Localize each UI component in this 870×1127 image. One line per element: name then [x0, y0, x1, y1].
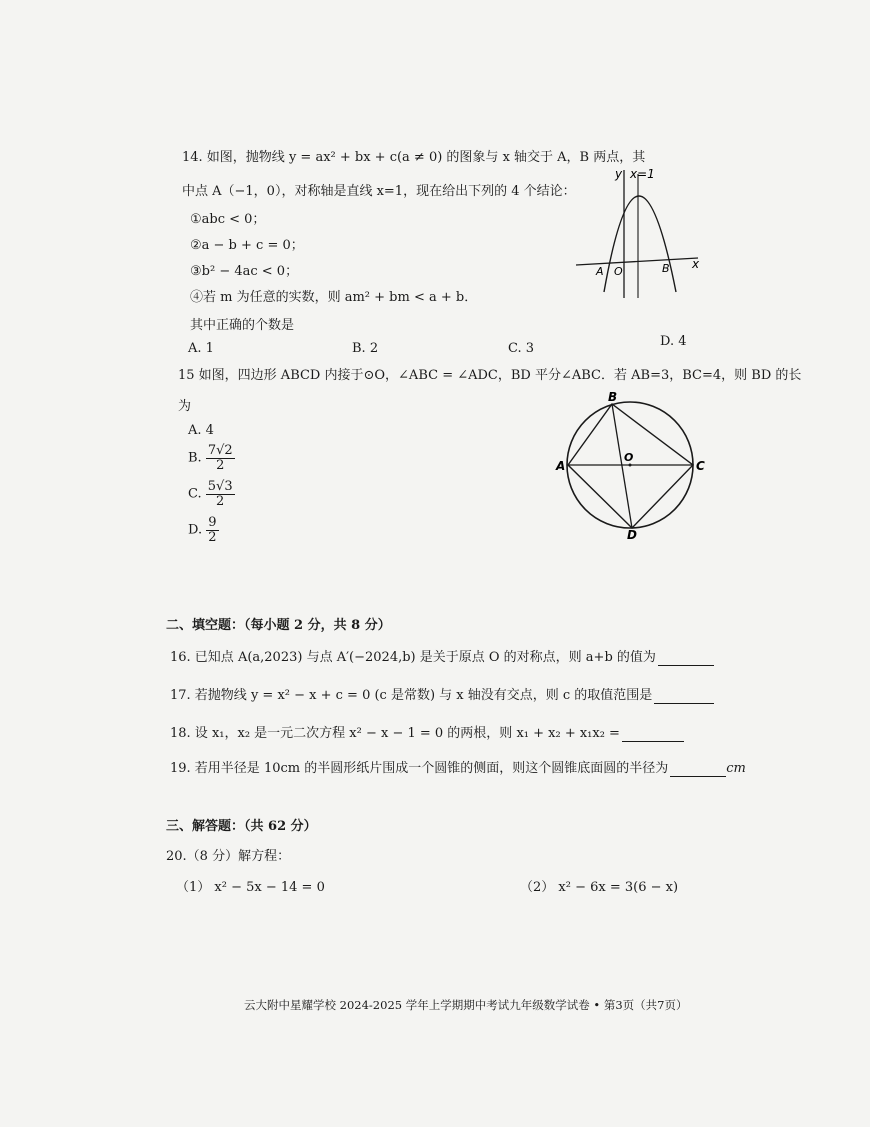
- figure-label-c: C: [696, 459, 705, 473]
- q16-blank: [658, 650, 714, 666]
- q16: [170, 646, 714, 666]
- page-footer: 云大附中星耀学校 2024-2025 学年上学期期中考试九年级数学试卷 • 第3页（共7页）: [244, 998, 688, 1012]
- q19-text: 19. 若用半径是 10cm 的半圆形纸片围成一个圆锥的侧面，则这个圆锥底面圆的半径为: [170, 761, 669, 776]
- figure-label-d: D: [627, 528, 637, 540]
- graph-label-a: A: [596, 265, 604, 278]
- q15-option-d-label: D.: [188, 522, 203, 538]
- parabola-figure: [568, 160, 708, 300]
- graph-label-y: y: [615, 167, 623, 181]
- q15-option-d-numerator: 9: [208, 515, 217, 530]
- q15-option-b-denominator: 2: [216, 457, 225, 473]
- q15-option-c: [188, 480, 235, 508]
- q20-part1: （1） x² − 5x − 14 = 0: [176, 880, 325, 895]
- graph-label-o: O: [614, 265, 623, 278]
- figure-label-a: A: [556, 459, 566, 473]
- q17-text: 17. 若抛物线 y = x² − x + c = 0 (c 是常数) 与 x 轴没有交点，则 c 的取值范围是: [170, 688, 653, 703]
- q15-option-a: A. 4: [188, 423, 214, 438]
- q15-option-d-fraction: [206, 516, 218, 544]
- q14-option-a: A. 1: [188, 341, 214, 356]
- q14-option-d: D. 4: [660, 334, 687, 349]
- q17: [170, 684, 714, 704]
- section2-title: 二、填空题：（每小题 2 分，共 8 分）: [166, 618, 391, 633]
- q15-option-c-fraction: [206, 480, 235, 508]
- q14-conclusion-2: ②a − b + c = 0；: [190, 238, 304, 253]
- q14-prompt: 其中正确的个数是: [190, 318, 295, 333]
- q15-option-c-numerator: 5√3: [207, 479, 233, 494]
- graph-label-b: B: [662, 262, 670, 275]
- q15-option-b-label: B.: [188, 450, 202, 466]
- q15-option-d: [188, 516, 219, 544]
- q15-option-d-denominator: 2: [208, 529, 217, 545]
- q20-part2: （2） x² − 6x = 3(6 − x): [520, 880, 679, 895]
- figure-label-o: O: [624, 451, 634, 464]
- q14-conclusion-3: ③b² − 4ac < 0；: [190, 264, 299, 279]
- q14-stem-line1: 14. 如图，抛物线 y = ax² + bx + c(a ≠ 0) 的图象与 x 轴交于 A，B 两点，其: [182, 150, 646, 165]
- q15-option-c-denominator: 2: [216, 493, 225, 509]
- q15-option-c-label: C.: [188, 486, 202, 502]
- q15-stem-line1: 15 如图，四边形 ABCD 内接于⊙O，∠ABC = ∠ADC，BD 平分∠ABC．若 AB=3，BC=4，则 BD 的长: [178, 368, 802, 383]
- section3-title: 三、解答题：（共 62 分）: [166, 819, 317, 834]
- q19-blank: [670, 761, 726, 777]
- x-axis: [576, 258, 698, 265]
- q15-option-b-numerator: 7√2: [207, 443, 233, 458]
- q14-stem-line2: 中点 A（−1，0），对称轴是直线 x=1，现在给出下列的 4 个结论：: [182, 184, 576, 199]
- q15-stem-line2: 为: [178, 399, 192, 414]
- q14-option-b: B. 2: [352, 341, 379, 356]
- q18: [170, 722, 684, 742]
- q20-stem: 20.（8 分）解方程：: [166, 849, 291, 864]
- q16-text: 16. 已知点 A(a,2023) 与点 A′(−2024,b) 是关于原点 O 的对称点，则 a+b 的值为: [170, 650, 656, 665]
- q14-conclusion-1: ①abc < 0；: [190, 212, 266, 227]
- q15-option-b: [188, 444, 235, 472]
- q18-blank: [622, 726, 684, 742]
- q18-text: 18. 设 x₁，x₂ 是一元二次方程 x² − x − 1 = 0 的两根，则 x₁ + x₂ + x₁x₂ =: [170, 726, 620, 741]
- graph-label-axis: x=1: [630, 167, 655, 181]
- q14-conclusion-4: ④若 m 为任意的实数，则 am² + bm < a + b．: [190, 290, 478, 305]
- q17-blank: [654, 688, 714, 704]
- q19-unit: cm: [726, 761, 746, 776]
- graph-label-x: x: [692, 257, 700, 271]
- q15-option-b-fraction: [206, 444, 235, 472]
- circle-figure: [552, 390, 712, 540]
- q19: [170, 757, 746, 777]
- figure-label-b: B: [608, 390, 618, 404]
- q14-option-c: C. 3: [508, 341, 535, 356]
